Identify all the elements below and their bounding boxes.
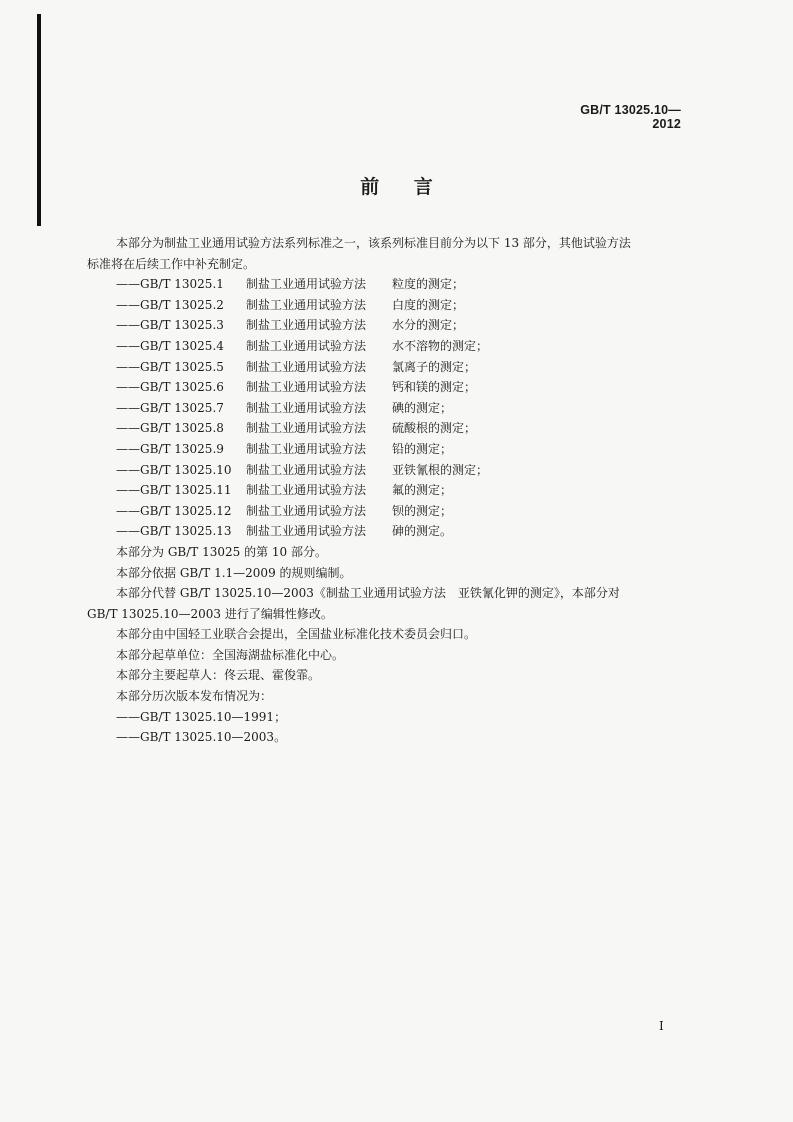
- page-title: 前 言: [360, 176, 447, 198]
- intro-line-2: 标准将在后续工作中补充制定。: [87, 256, 256, 271]
- part-method: 制盐工业通用试验方法: [246, 462, 367, 477]
- part-topic: 亚铁氰根的测定；: [392, 462, 489, 477]
- history-item: ——GB/T 13025.10—2003。: [116, 730, 287, 745]
- part-method: 制盐工业通用试验方法: [246, 483, 367, 498]
- part-method: 制盐工业通用试验方法: [246, 297, 367, 312]
- part-topic: 水分的测定；: [392, 318, 465, 333]
- history-item: ——GB/T 13025.10—1991；: [116, 709, 287, 724]
- part-code: ——GB/T 13025.7: [116, 400, 224, 415]
- list-item: [116, 398, 684, 419]
- part-code: ——GB/T 13025.4: [116, 338, 224, 353]
- standard-code: GB/T 13025.10—2012: [580, 103, 681, 131]
- part-method: 制盐工业通用试验方法: [246, 318, 367, 333]
- part-topic: 粒度的测定；: [392, 277, 465, 292]
- part-topic: 水不溶物的测定；: [392, 338, 489, 353]
- part-method: 制盐工业通用试验方法: [246, 421, 367, 436]
- list-item: [116, 377, 684, 398]
- list-item: [116, 460, 684, 481]
- note-proposed-by: 本部分由中国轻工业联合会提出，全国盐业标准化技术委员会归口。: [116, 627, 477, 642]
- part-method: 制盐工业通用试验方法: [246, 338, 367, 353]
- part-code: ——GB/T 13025.6: [116, 380, 224, 395]
- part-code: ——GB/T 13025.5: [116, 359, 224, 374]
- list-item: [116, 357, 684, 378]
- list-item: [116, 480, 684, 501]
- intro-line-1: 本部分为制盐工业通用试验方法系列标准之一，该系列标准目前分为以下 13 部分，其他试验方法: [116, 236, 631, 250]
- note-drafting-rule: 本部分依据 GB/T 1.1—2009 的规则编制。: [116, 565, 352, 580]
- list-item: [116, 501, 684, 522]
- list-item: [116, 439, 684, 460]
- part-method: 制盐工业通用试验方法: [246, 359, 367, 374]
- part-code: ——GB/T 13025.3: [116, 318, 224, 333]
- part-topic: 砷的测定。: [392, 524, 453, 539]
- part-method: 制盐工业通用试验方法: [246, 277, 367, 292]
- part-method: 制盐工业通用试验方法: [246, 400, 367, 415]
- part-topic: 钡的测定；: [392, 503, 453, 518]
- note-replaces-line-2: GB/T 13025.10—2003 进行了编辑性修改。: [87, 606, 333, 621]
- list-item: [116, 418, 684, 439]
- note-drafters: 本部分主要起草人：佟云琨、霍俊霏。: [116, 668, 321, 683]
- part-topic: 白度的测定；: [392, 297, 465, 312]
- part-topic: 硫酸根的测定；: [392, 421, 477, 436]
- part-code: ——GB/T 13025.8: [116, 421, 224, 436]
- list-item: [116, 336, 684, 357]
- part-topic: 氟的测定；: [392, 483, 453, 498]
- part-code: ——GB/T 13025.13: [116, 524, 232, 539]
- part-method: 制盐工业通用试验方法: [246, 441, 367, 456]
- part-code: ——GB/T 13025.11: [116, 483, 232, 498]
- part-topic: 氯离子的测定；: [392, 359, 477, 374]
- list-item: [116, 315, 684, 336]
- part-code: ——GB/T 13025.9: [116, 441, 224, 456]
- part-code: ——GB/T 13025.2: [116, 297, 224, 312]
- list-item: [116, 274, 684, 295]
- note-history-intro: 本部分历次版本发布情况为：: [116, 689, 273, 704]
- foreword-body: [87, 233, 684, 748]
- parts-list: [116, 274, 684, 542]
- list-item: [116, 521, 684, 542]
- part-method: 制盐工业通用试验方法: [246, 503, 367, 518]
- part-method: 制盐工业通用试验方法: [246, 524, 367, 539]
- part-code: ——GB/T 13025.10: [116, 462, 232, 477]
- part-code: ——GB/T 13025.1: [116, 277, 224, 292]
- part-topic: 铅的测定；: [392, 441, 453, 456]
- list-item: [116, 295, 684, 316]
- note-drafting-unit: 本部分起草单位：全国海湖盐标准化中心。: [116, 647, 345, 662]
- note-part-of: 本部分为 GB/T 13025 的第 10 部分。: [116, 544, 327, 559]
- part-code: ——GB/T 13025.12: [116, 503, 232, 518]
- page-number: I: [659, 1019, 664, 1033]
- note-replaces-line-1: 本部分代替 GB/T 13025.10—2003《制盐工业通用试验方法 亚铁氰化钾的测定》，本部分对: [116, 586, 620, 601]
- part-topic: 碘的测定；: [392, 400, 453, 415]
- part-method: 制盐工业通用试验方法: [246, 380, 367, 395]
- part-topic: 钙和镁的测定；: [392, 380, 477, 395]
